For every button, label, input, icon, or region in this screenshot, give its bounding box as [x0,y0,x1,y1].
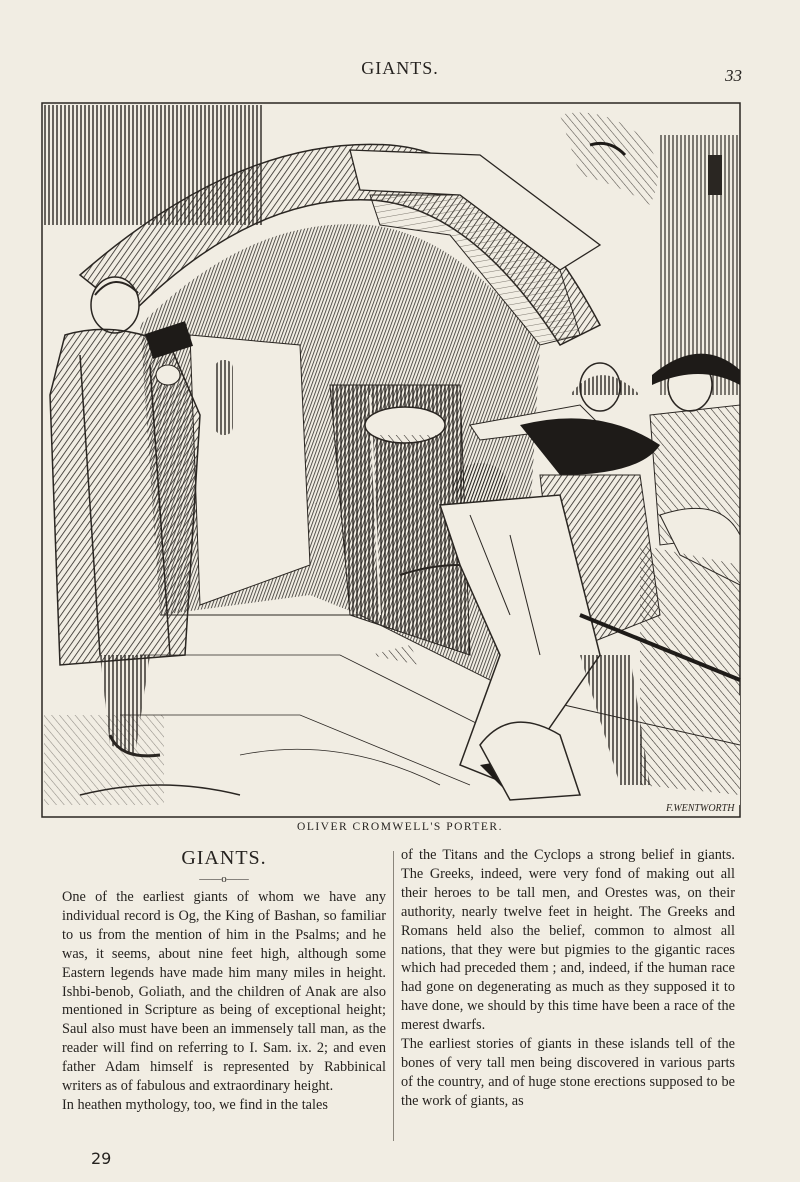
article-title: GIANTS. [181,847,267,869]
running-head: GIANTS. [361,58,439,78]
title-ornament: ——o—— [199,873,249,885]
engraving-illustration [40,95,742,819]
paragraph: of the Titans and the Cyclops a strong belief in giants. The Greeks, indeed, were very fond of making out all their heroes to be tall men, and Orestes was, on their authority, nearly twelve feet in height. The Greeks and Romans held also the belief, common to almost all nations, that they were but pigmies to the gigantic races which had preceded them ; and, indeed, if the human race had gone on degenerating as much as they supposed it to have done, we should by this time have been a race of the merest dwarfs. [401,847,735,1034]
paragraph: In heathen mythology, too, we find in the tales [62,1096,328,1113]
artist-signature: F.WENTWORTH [666,803,735,814]
right-column [401,846,735,1111]
paragraph: One of the earliest giants of whom we have any individual record is Og, the King of Bashan, so familiar to us from the mention of him in the Psalms; and he was, it seems, about nine feet high, although some Eastern legends have made him many miles in height. Ishbi-benob, Goliath, and the children of Anak are also mentioned in Scripture as being of exceptional height; Saul also must have been an immensely tall man, as the reader will find on referring to I. Sam. ix. 2; and even father Adam himself is represented by Rabbinical writers as of fabulous and extraordinary height. [62,889,386,1095]
illustration-caption: OLIVER CROMWELL'S PORTER. [297,821,503,833]
left-column [62,846,386,1115]
column-divider [393,851,394,1141]
paragraph: The earliest stories of giants in these islands tell of the bones of very tall men being discovered in various parts of the country, and of huge stone erections supposed to be the work of giants, as [401,1036,735,1109]
page-number: 33 [725,66,742,85]
folio-number: 29 [91,1149,112,1168]
